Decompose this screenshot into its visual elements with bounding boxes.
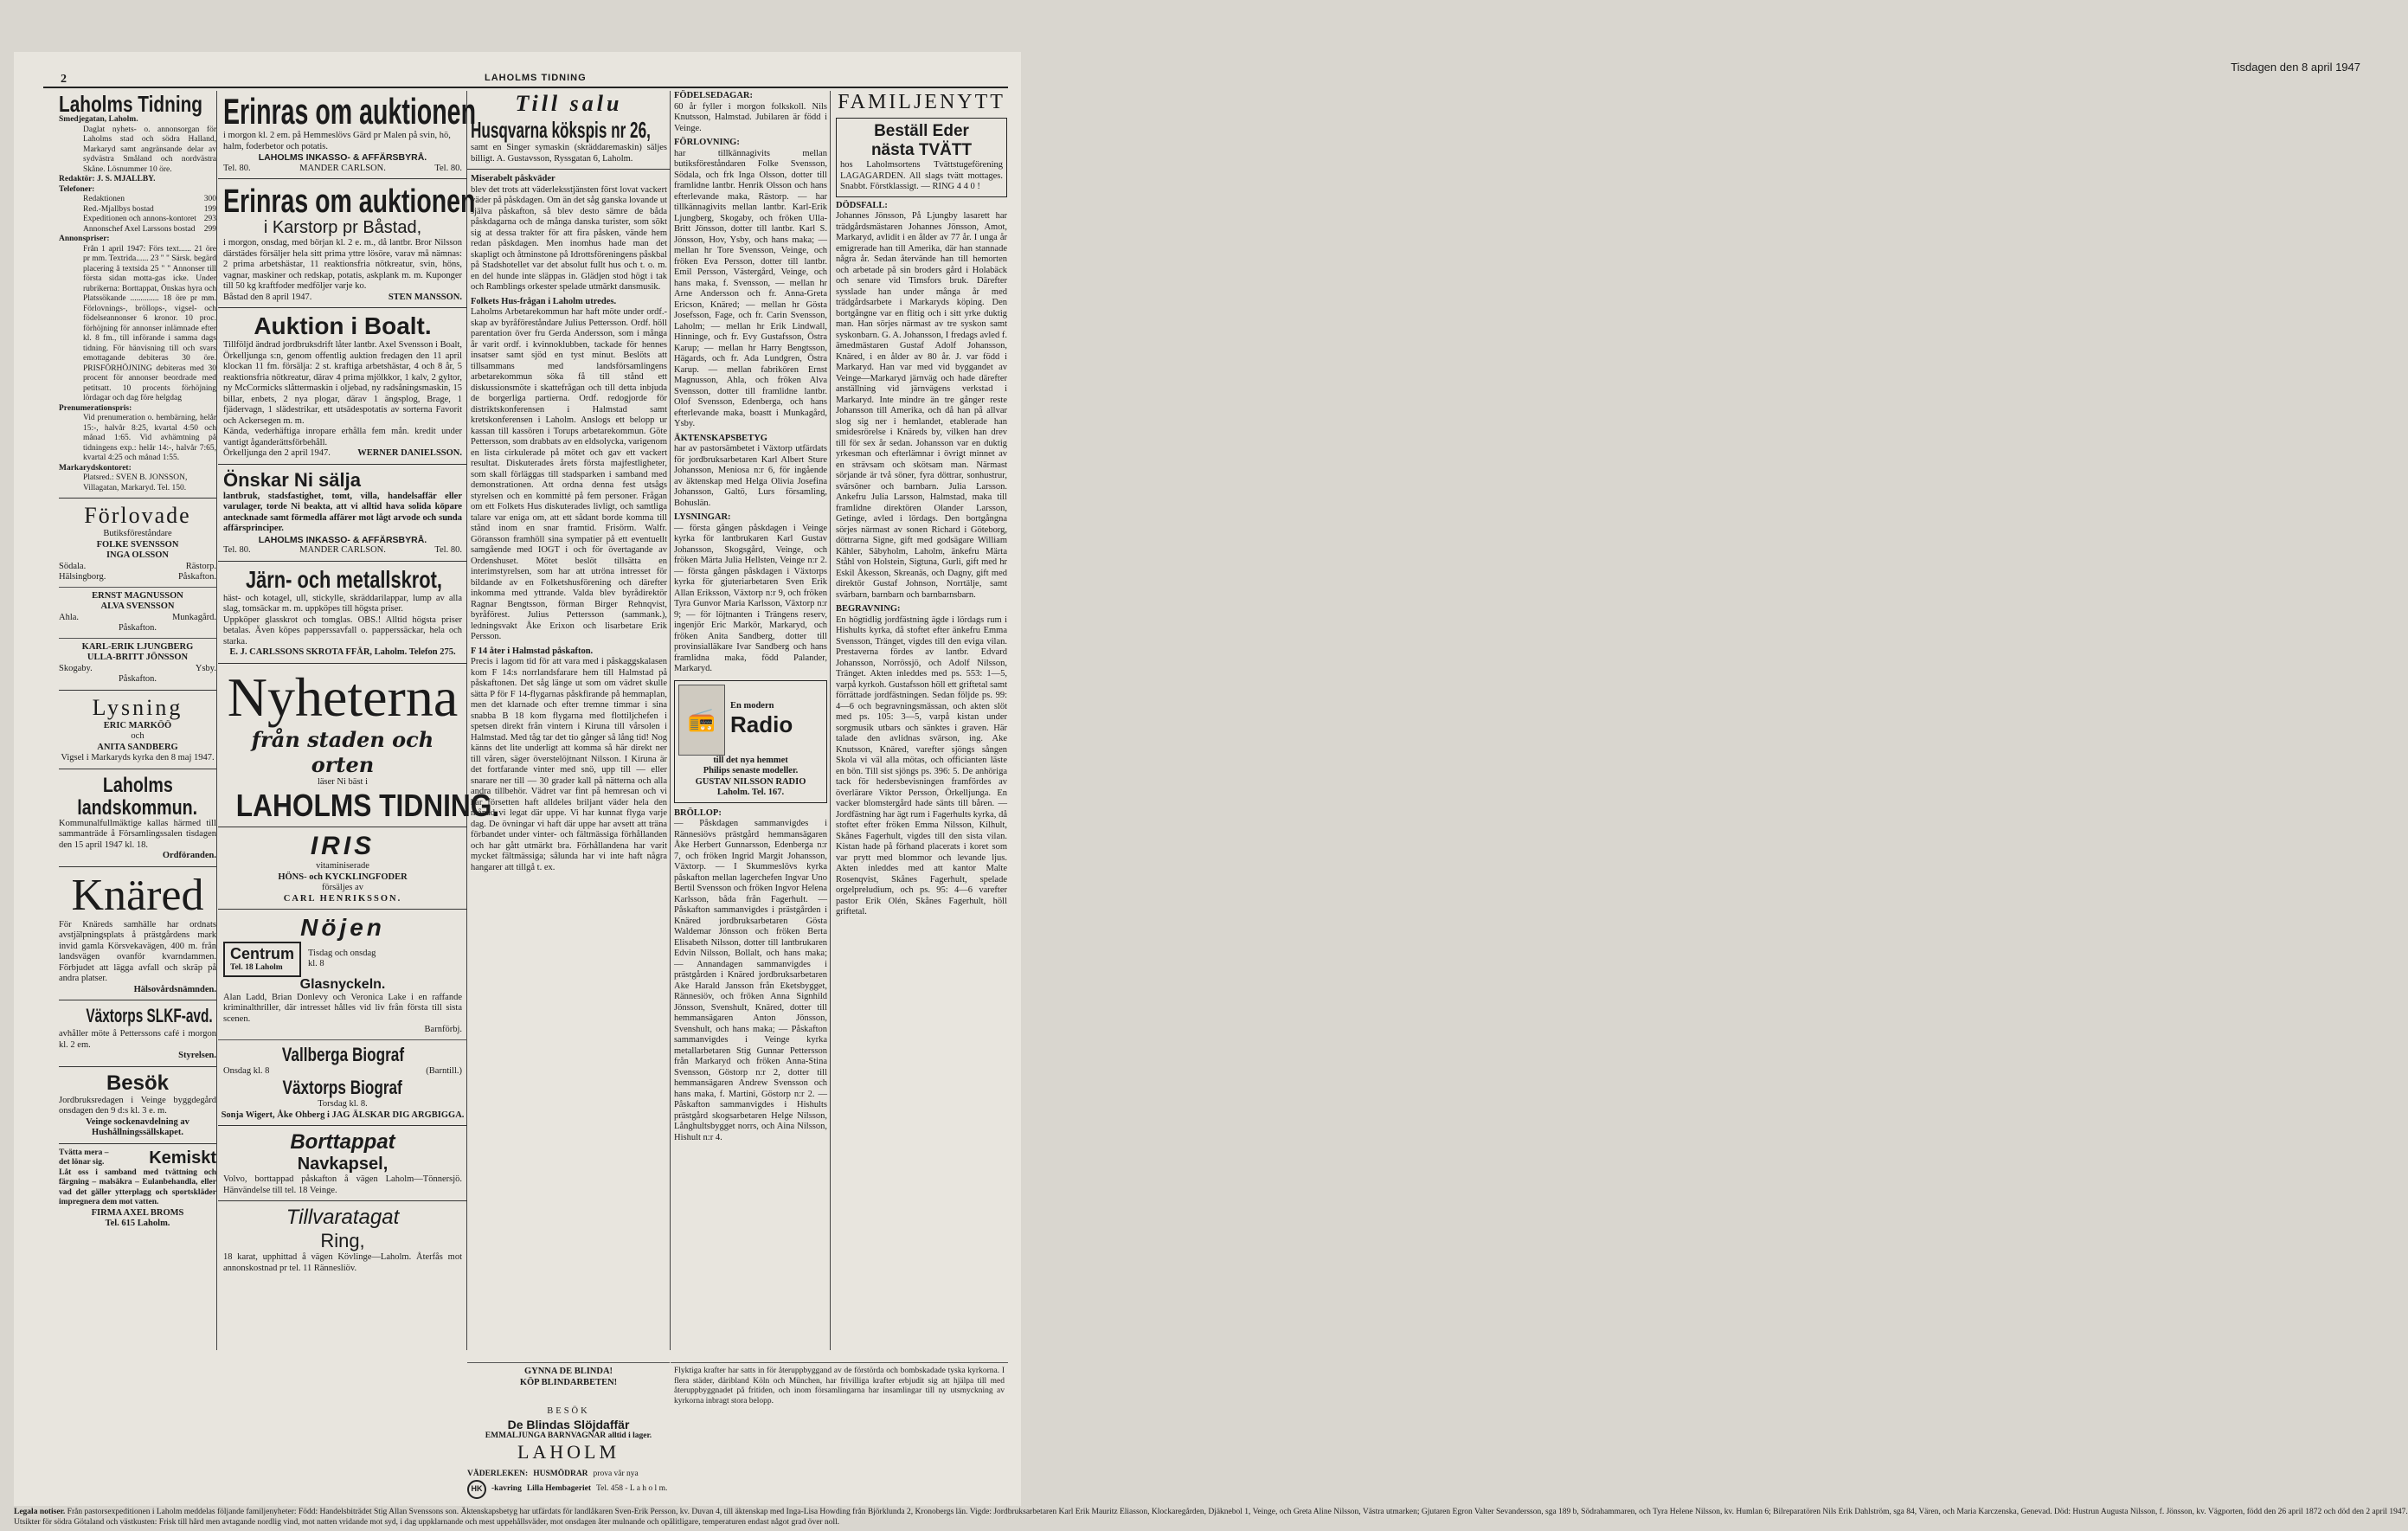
salja-text: lantbruk, stadsfastighet, tomt, villa, handelsaffär eller varulager, torde Ni beakta, att vi alltid hava solida köpare antecknade samt förmedla affärer mot lågt arvode och sunda affärsprinciper. — [223, 491, 462, 533]
iris-sub: vitaminiserade — [316, 861, 369, 871]
laholm-big: LAHOLM — [517, 1441, 620, 1463]
centrum-when: Tisdag och onsdag kl. 8 — [308, 948, 376, 969]
vaderleken-head: VÄDERLEKEN: — [467, 1470, 529, 1478]
vaxtorps-title: Växtorps SLKF-avd. — [86, 1005, 213, 1026]
bestall-head-2: nästa TVÄTT — [870, 141, 973, 159]
couple2-woman: ALVA SVENSSON — [100, 601, 175, 611]
begravning-head: BEGRAVNING: — [836, 604, 901, 614]
lysning-and: och — [131, 731, 144, 741]
bottom-notes — [14, 1508, 2408, 1528]
begravning-text: En högtidlig jordfästning ägde i lördags rum i Hishults kyrka, då stoftet efter änkefru Emma Svensson, Tränget, vigdes till den eviga vilan. Prestaverna fördes av lantbr. Edvard Johansson, Norrössjö, och Adolf Nilsson, Tränget. Akten inleddes med ps. 553: 1—5, varpå kyrkoh. Gustafsson höll ett griftetal samt förrättade jordfästningen. Sedan följde ps. 99: 4—6 och begravningsmässan, och akten slöt med ps. 105: 3—5, varpå kistan under sorgmusik utbars och sänktes i graven. Här talade den avlidnas svärson, ing. Ake Knutsson, Knäred, varefter sjöngs sången Skola vi väl alla mötas, och officianten läste en bön. Till sist sjöngs ps. 396: 5. De anhöriga tack för hedersbevisningen framfördes av överlärare Viktor Persson, Örkelljunga. En vacker blomstergård hade sänts till båren. — Jordfästning har ägt rum i Fagerhults kyrka, då stoftet efter fröken Emma Nilsson, Kilhult, Skånes Fagerhult, vigdes till den sista vilan. Kistan hade på förhand placerats i koret som var prytt med blommor och levande ljus. Akten inleddes med att kantor Malte Rosenqvist, Skånes Fagerhult, spelade orgelpreludium, och ps. 95: 4—6 varefter pastor Erik Olén, Skånes Fagerhult, höll griftetal. — [836, 614, 1007, 917]
kommun-sign: Ordföranden. — [162, 851, 216, 860]
nyheterna-read: läser Ni bäst i — [317, 776, 369, 787]
kommun-title-2: landskommun. — [77, 795, 198, 820]
knared-text: För Knäreds samhälle har ordnats avstjälpningsplats å prästgårdens mark invid gamla Körsvekavägen, 400 m. från landsvägen ovanför kvarndammen. Förbjudet att lägga avfall och skräp på andra platser. — [59, 919, 216, 983]
iris-text: HÖNS- och KYCKLINGFODER — [278, 872, 408, 882]
ring-text: 18 karat, upphittad å vägen Kövlinge—Laholm. Återfås mot annonskostnad pr tel. 11 Rännesliöv. — [223, 1252, 462, 1273]
folkets-head: Folkets Hus-frågan i Laholm utredes. — [471, 296, 617, 306]
radio-sub: till det nya hemmet — [713, 755, 788, 765]
couple3-places: Skogaby. Ysby. — [59, 663, 216, 673]
couple2-places: Ahla. Munkagård. — [59, 612, 216, 622]
lilla-tel: Tel. 458 - L a h o l m. — [595, 1483, 668, 1493]
radio-head: En modern — [730, 700, 774, 711]
boalt-text: Tillföljd ändrad jordbruksdrift låter lantbr. Axel Svensson i Boalt, Örkelljunga s:n, genom offentlig auktion fredagen den 11 april klockan 11 fm. försälja: 2 st. kraftiga arbetshästar, 4 och 8 år, 5 reaktionsfria nötkreatur, därav 4 prima mjölkkor, 1 kalv, 2 gyltor, ny McCormicks slåttermaskin i oljebad, ny radsåningsmaskin, 15 billar, enbets, 2 nya plogar, därav 1 ängsplog, Brage, 1 fjädervagn, 1 slädestrikar, ett utsädespotatis av sorterna Favorit och Ackersegen m. m. — [223, 340, 462, 426]
radio-title: Radio — [730, 711, 793, 738]
nyheterna-title: Nyheterna — [227, 666, 459, 728]
aktenskap-head: ÄKTENSKAPSBETYG — [674, 433, 767, 443]
legala-head: Legala notiser. — [14, 1508, 66, 1516]
lysning-title: Lysning — [92, 694, 183, 720]
column-1 — [59, 91, 216, 1354]
iris-text-2: försäljes av — [321, 883, 364, 892]
gynna-text: GYNNA DE BLINDA! — [523, 1367, 613, 1376]
husqvarna-title: Husqvarna kökspis nr 26, — [471, 117, 651, 143]
dodsfall-head: DÖDSFALL: — [836, 200, 888, 210]
prices-text: Från 1 april 1947: Förs text...... 21 öre pr mm. Textrida...... 23 " " Särsk. begärd placering å textsida 25 " " Annonser till första sidan motta-gas icke. Under rubrikerna: Borttappat, Önskas hyra och Platssökande .............. 18 öre pr mm. Förlovnings-, bröllops-, vigsel- och födelseannonser 6 kronor. 10 proc. förhöjning för annonser inlämnade efter kl. 8 fm., till införande i samma dags tidning. För hänvisning till och svars emottagande debiteras 30 öre. PRISFÖRHÖJNING debiteras med 30 procent för annonser beordrade med petitsatt. 10 procents förhöjning lördagar och dag före helgdag — [83, 244, 216, 402]
besok-text: Jordbruksredagen i Veinge byggdegård onsdagen den 9 d:s kl. 3 e. m. — [59, 1095, 216, 1116]
couple1-woman: INGA OLSSON — [106, 550, 170, 560]
brollop-text: — Påskdagen sammanvigdes i Rännesiövs prästgård hemmansägaren Åke Herbert Gunnarsson, Edenberga n:r 7, och fröken Ingrid Margit Johansson, Växtorp. — I Skummeslövs kyrka påskafton mellan lagerchefen Ingvar Uno Bertil Svensson och fröken Ingvor Helena Karlsson, båda från Fagerhult. — Påskafton sammanvigdes i prästgården i Knäred jordbruksarbetaren Gösta Waldemar Jönsson och fröken Berta Elisabeth Nilsson, dotter till lantbrukaren Edvin Nilsson, Bollalt, och hans maka; — Annandagen sammanvigdes i prästgården i Knäred jordbruksarbetaren Ake Harald Jansson från Eketsbygget, Rännesiöv, och fröken Anna Signhild Jönsson, Svenshult, Knäred, dotter till hemmansägaren Anton Jönsson, Svenshult, och hans maka; — Påskafton sammanvigdes i Veinge kyrka metallarbetaren Stig Gunnar Pettersson från Markaryd och fröken Anna-Stina Svensson, Göstorp n:r 2, dotter till hemmansägaren Andrew Svensson och hans maka, f. Martini, Göstorp n:r 2. — Påskafton sammanvigdes i Hishults prästgård skogsarbetaren Helge Nilsson, Långhultsbygget norrs, och Aina Nilsson, Hishult n:r 4. — [674, 819, 827, 1142]
salja-title: Önskar Ni sälja — [223, 468, 361, 491]
couple2-man: ERNST MAGNUSSON — [92, 590, 183, 601]
vallberga-title: Vallberga Biograf — [281, 1043, 404, 1065]
nyheterna-sub: från staden och orten — [251, 726, 434, 777]
fodelse-head: FÖDELSEDAGAR: — [674, 91, 754, 100]
couple3-man: KARL-ERIK LJUNGBERG — [81, 641, 194, 652]
column-2 — [218, 91, 500, 1354]
navkapsel-title: Navkapsel, — [297, 1155, 388, 1174]
phone-row: Red.-Mjallbys bostad 199 — [83, 204, 216, 214]
header-rule — [43, 87, 1008, 88]
folkets-text: Laholms Arbetarekommun har haft möte under ordf.-skap av byråföreståndare Julius Pettersson. Ordf. höll parentation över fru Gerda Andersson, som i många år varit ordf. i kvinnoklubben, tackade för hennes insatser samt sjöd en tyst minut. Beslöts att tillsammans med landsförsamlingens arbetarekommun söka få till stånd ett diskussionsmöte i skattefrågan och till detta inbjuda de borgerliga partierna. Ordf. redogjorde för distriktskonferensen i Halmstad samt kretskonferensen i Laholm. Anslogs ett belopp ur kassan till kassören i Torups arbetarekommun. Göte Pettersson, som drabbats av en eldsolycka, varigenom en lista cirkulerade på mötet och gav ett vackert resultat. Diskuterades årets första majfestligheter, som skall förläggas till stadsparken i samband med demonstrationen. Att ordna denna fest utsågs styrelsen och en kommitté på fem personer. Frågan om ett Folkets Hus diskuterades livligt, och samtliga talare var eniga om, att ett sådant borde komma till stånd inom en snar framtid. Frisörm. Walfr. Göransson framhöll sina sympatier på ett eventuellt samgående med IOGT i och för övertagande av Ordenshuset. Mötet beslöt tillsätta en interimstyrelsen, som har att utröna intresset för bildande av en Folketshusförening och därefter inkomma med yttrande. Valda blev byrådirektör Ragnar Bengtsson, förman Birger Rehnqvist, byråförest. Julius Pettersson (sammank.), ledningsvakt Åke Erixon och lisarbetare Erik Persson. — [471, 307, 667, 641]
column-5 — [831, 91, 1012, 1354]
vaxtorps-bio-when: Torsdag kl. 8. — [318, 1099, 368, 1109]
iris-title: IRIS — [310, 832, 376, 860]
couple3-woman: ULLA-BRITT JÖNSSON — [87, 653, 189, 662]
col3-ads — [467, 1406, 670, 1463]
markaryd-heading: Markarydskontoret: — [59, 463, 132, 473]
kop-text: KÖP BLINDARBETEN! — [519, 1377, 618, 1387]
vaxtorps-text: avhåller möte å Petterssons café i morgon kl. 2 em. — [59, 1029, 216, 1050]
forlovning-text: har tillkännagivits mellan butiksföreståndaren Folke Svensson, Södala, och frk Inga Olsson, dotter till framlidne lantbr. Henrik Olsson och hans efterlevande maka, Rästorp. — har tillkännagivits mellan lantbr. Karl-Erik Ljungberg, Skogaby, och fröken Ulla-Britt Jönsson, dotter till lantbr. Karl S. Jönsson, Hov, Ysby, och hans maka; — mellan hr Tore Svensson, Veinge, och fröken Eva Persson, dotter till lantbr. Emil Persson, Västergård, Veinge, och hans maka, f. Svensson, — mellan hr Arne Andersson och fr. Anna-Greta Ericson, Knäred; — mellan hr Gösta Josefsson, Fage, och fr. Carin Svensson, Laholm; — mellan hr Erik Lindwall, Hinninge, och fr. Evy Gustafsson, Östra Karup; — mellan hr Harry Bengtsson, Hägards, och fr. Ada Lundgren, Östra Karup. — mellan fabrikören Ernst Magnusson, Ahla, och fröken Alva Svensson, dotter till framlidne lantbr. Olof Svensson, Edenberga, och hans efterlevande maka, boastt i Munkagård, Ysby. — [674, 148, 827, 428]
vallberga-info: Onsdag kl. 8 (Barntill.) — [223, 1065, 462, 1076]
husmodrar-head: HUSMÖDRAR — [533, 1470, 588, 1478]
phone-row: Redaktionen 300 — [83, 195, 216, 203]
issue-date: Tisdagen den 8 april 1947 — [2231, 61, 2360, 74]
couple2-date: Påskafton. — [118, 623, 157, 633]
knared-title: Knäred — [71, 870, 204, 920]
jarn-firm: E. J. CARLSSONS SKROTA FFÄR, Laholm. Telefon 275. — [229, 647, 456, 657]
knared-sign: Hälsovårdsnämnden. — [133, 984, 216, 994]
fodelse-text: 60 år fyller i morgon folkskoll. Nils Knutsson, Halmstad. Jubilaren är född i Veinge. — [674, 101, 827, 133]
forlovning-head: FÖRLOVNING: — [674, 138, 740, 147]
running-masthead: LAHOLMS TIDNING — [485, 73, 587, 83]
salja-contact: Tel. 80. MANDER CARLSON. Tel. 80. — [223, 545, 462, 555]
jarn-text-2: Uppköper glasskrot och tomglas. OBS.! Alltid högsta priser betalas. Även köpes papperssavfall o. papperssäckar, hela och starka. — [223, 614, 462, 646]
column-3 — [467, 91, 671, 1354]
auction1-firm: LAHOLMS INKASSO- & AFFÄRSBYRÅ. — [258, 152, 427, 163]
brollop-head: BRÖLLOP: — [674, 807, 722, 818]
tillvaratagat-title: Tillvaratagat — [286, 1206, 400, 1229]
tvatta-tel: Tel. 615 Laholm. — [105, 1219, 170, 1228]
f14-text: Precis i lagom tid för att vara med i påskaggskalasen kom F 14:s norrlandsfarare hem till Halmstad på påskaftonen. Det såg länge ut som om vädret skulle sätta P för F 14-flygarnas påskfirande på hemmaplan, men det klarnade och efter tremne timmar i sina snabba B 18 kom flygarna med flottiljchefen i spetsen direkt från vintern i Kiruna till vårsolen i Halmstad. Med tåg tar det tio gånger så lång tid! Nog känns det lite underligt att komma så här direkt ner till våren, säger överstelöjtnant Nilsson. I Kiruna är det fortfarande vinter med snö, upp till — eller snarare ner till — 30 grader kall på nätterna och alla andra tillbehör. Vädret var fint på hemresan och vi har försetten haft alldeles briljant väder hela den månad vi legat där uppe. Vi har kunnat flyga varje dag. De övningar vi haft där uppe har avsett att träna förbandet under vinter- och fältmässiga förhållanden och har gått utmärkt bra. Förhållandena har varit mycket fältmässiga; sålunda har vi inte haft några hangarer att tillgå t. ex. — [471, 657, 667, 872]
bestall-text: hos Laholmsortens Tvättstugeförening LAGAGARDEN. All slags tvätt mottages. Snabbt. Förstklassigt. — RING 4 4 0 ! — [840, 160, 1003, 191]
subscription-text: Vid prenumeration o. hembärning, helår 15:-, halvår 8:25, kvartal 4:50 och månad 1:65. Vid avhämtning på tidningens exp.: helår 14:-, halvår 7:65, kvartal 4:25 och månad 1:55. — [83, 414, 216, 462]
couple3-date: Påskafton. — [118, 674, 157, 684]
auction2-title: Erinras om auktionen — [223, 183, 476, 220]
couple1-role: Butiksföreståndare — [103, 529, 172, 538]
subscription-heading: Prenumerationspris: — [59, 403, 132, 413]
gynna-block — [467, 1359, 670, 1388]
auction1-contact: Tel. 80. MANDER CARLSON. Tel. 80. — [223, 163, 462, 173]
ring-title: Ring, — [320, 1230, 365, 1251]
lysningar-text: — första gången påskdagen i Veinge kyrka för lantbrukaren Karl Gustav Johansson, Skogsgård, Veinge, och fröken Märta Julia Hellsten, Veinge n:r 2. — första gången påskdagen i Växtorps kyrka för gjuteriarbetaren Sven Erik Allan Eriksson, Växtorp n:r 9, och fröken Tyra Gunvor Maria Karlsson, Växtorp n:r 9; — för löjtnanten i Trängens reserv, ingenjör Eric Markör, Markaryd, och fröken Anita Sandberg, dotter till provinsialläkare Ivar Sandberg och hans framlidna maka, född Palander, Markaryd. — [674, 523, 827, 673]
boalt-text-2: Kända, vederhäftiga inropare erhålla fem mån. kredit under vantigt åganderättsförbehåll. — [223, 427, 462, 447]
bestall-head-1: Beställ Eder — [874, 122, 969, 140]
navkapsel-text: Volvo, borttappad påskafton å vägen Laholm—Tönnersjö. Hänvändelse till tel. 18 Veinge. — [223, 1174, 462, 1195]
auction2-signature-row: Båstad den 8 april 1947. STEN MANSSON. — [223, 292, 462, 302]
paper-address: Smedjegatan, Laholm. — [59, 115, 138, 124]
radio-brand: Philips senaste modeller. — [703, 766, 799, 775]
besok-sign: Veinge sockenavdelning av Hushållningssällskapet. — [86, 1116, 189, 1137]
tvatta-brand: Kemiskt — [149, 1148, 216, 1168]
radio-tel: Laholm. Tel. 167. — [716, 788, 785, 797]
emmaljunga-text: EMMALJUNGA BARNVAGNAR alltid i lager. — [485, 1431, 652, 1440]
boalt-signature-row: Örkelljunga den 2 april 1947. WERNER DANIELSSON. — [223, 448, 462, 458]
tvatt-ad — [836, 118, 1007, 197]
kommun-text: Kommunalfullmäktige kallas härmed till sammanträde å Församlingssalen tisdagen den 15 april 1947 kl. 18. — [59, 818, 216, 850]
glasnyckeln-text: Alan Ladd, Brian Donlevy och Veronica Lake i en raffande kriminalthriller, där intresset hålles vid liv från första till sista scenen. — [223, 992, 462, 1024]
nyheterna-paper: LAHOLMS TIDNING. — [235, 788, 500, 823]
lilla-text: Lilla Hembageriet — [526, 1483, 591, 1493]
auction1-text: i morgon kl. 2 em. på Hemmeslövs Gärd pr Malen på svin, hö, halm, foderbetor och potatis. — [223, 131, 451, 151]
couple1-places: Södala. Rästorp. — [59, 561, 216, 571]
vaxtorps-sign: Styrelsen. — [178, 1051, 216, 1060]
lysningar-head: LYSNINGAR: — [674, 512, 731, 522]
kommun-title-1: Laholms — [102, 773, 173, 797]
paskdagen-text: blev det trots att väderleksstjänsten först lovat vackert väder på påskdagen. Om än det såg ganska lovande ut själva påskafton, så blev desto sämre de båda påskdagarna och de många danska turister, som sökt sig at dessa trakter för att fira påsken, vände hem redan påskdagen. Men inomhus hade man det skapligt och åtminstone på Idrottsföreningens påskbal på Stadshotellet var det absolut fullt hus och t. o. m. en del hunde inte släppas in. Glädjen stod högt i tak och Ramblings orkester spelade utmärkt dansmusik. — [471, 184, 667, 292]
borttappat-title: Borttappat — [290, 1130, 395, 1154]
besok-blindas-head: BESÖK — [547, 1406, 590, 1416]
tvatta-head-2: det lönar sig. — [59, 1158, 105, 1167]
salja-firm: LAHOLMS INKASSO- & AFFÄRSBYRÅ. — [258, 534, 427, 545]
kavring-text: -kavring — [491, 1483, 522, 1493]
prices-heading: Annonspriser: — [59, 235, 110, 243]
glasnyckeln-age: Barnförbj. — [424, 1025, 462, 1034]
f14-head: F 14 åter i Halmstad påskafton. — [471, 646, 594, 656]
vaxtorps-bio-title: Växtorps Biograf — [282, 1077, 403, 1098]
boalt-title: Auktion i Boalt. — [254, 312, 432, 339]
radio-woman-image: 📻 — [678, 685, 725, 756]
phones-heading: Telefoner: — [59, 184, 95, 194]
auction2-place: i Karstorp pr Båstad, — [263, 218, 422, 237]
radio-firm: GUSTAV NILSSON RADIO — [695, 776, 806, 787]
lysning-woman: ANITA SANDBERG — [97, 742, 178, 752]
legala-text: Från pastorsexpeditionen i Laholm meddelas följande familjenyheter: Född: Handelsbiträdet Stig Allan Svenssons son. Äktenskapsbetyg har utfärdats för landlåkaren Sven-Erik Persson, kv. Duvan 4, till äktenskap med Inga-Lisa Howding från Björklunda 2, Kronobergs län. Vigde: Jordbruksarbetaren Karl Erik Mauritz Eliasson, Klockaregården, Djäknebol 1, Veinge, och Greta Aline Nilsson, Västra utmarken; Gjutaren Egron Valter Sevandersson, sga 189 b, Södrahammaren, och Tyra Helene Nilsson, kv. Humlan 6; Bilreparatören Nils Erik Dahlström, sga 84, Vären, och Maria Karczenska, Genevad. Död: Hustrun Augusta Nilsson, f. Jönsson, kv. Vägporten, född den 26 april 1872 och död den 2 april 1947. — [67, 1508, 2408, 1516]
forlovade-title: Förlovade — [84, 503, 191, 528]
paper-intro: Daglat nyhets- o. annonsorgan för Laholms stad och södra Halland, Markaryd samt angränsande delar av sydvästra Småland och nordvästra Skåne. Lösnummer 10 öre. — [83, 125, 216, 174]
nojen-title: Nöjen — [300, 914, 385, 941]
markaryd-text: Platsred.: SVEN B. JONSSON, Villagatan, Markaryd. Tel. 150. — [83, 473, 188, 492]
paskdagen-head: Miserabelt påskväder — [471, 174, 555, 183]
auction1-title: Erinras om auktionen — [223, 91, 477, 132]
tvatta-text: Låt oss i samband med tvättning och färgning – malsäkra – Eulanbehandla, eller vad det gäller ytterplagg och sportskläder impregnera dem mot vatten. — [59, 1168, 216, 1206]
glasnyckeln-title: Glasnyckeln. — [299, 976, 386, 992]
iris-firm: CARL HENRIKSSON. — [283, 893, 402, 904]
vaderleken-text: Utsikter för södra Götaland och västkusten: Frisk till hård men avtagande nordlig vind, mot natten vridande mot syd, i dag uppklarnande och mest uppehållsväder, mot onsdagen åter mulnande och opålitligare, temperaturen endast något grad över noll. — [14, 1517, 840, 1527]
aktenskap-text: har av pastorsämbetet i Växtorp utfärdats för jordbruksarbetaren Karl Albert Sture Johansson, Meniosa n:r 6, för ingående av äktenskap med Helga Olivia Josefina Johansson, Galtö, Lurs församling, Bohuslän. — [674, 444, 827, 508]
paper-title: Laholms Tidning — [59, 91, 203, 117]
flyktiga-text: Flyktiga krafter har satts in för återuppbyggand av de förstörda och bombskadade tyska kyrkorna. I flera städer, däribland Köln och München, har frivilliga krafter erbjudit sig att hjälpa till med återuppbyggnadet på fritiden, och inom församlingarna har insamlingar till ny utsmyckning av kyrkorna inbragt stora belopp. — [674, 1367, 1005, 1406]
auction2-text: i morgon, onsdag, med början kl. 2 e. m., då lantbr. Bror Nilsson därstädes försäljer hela sitt prima yttre lösöre, varav må nämnas: 2 prima arbetshästar, 11 reaktionsfria nötkreatur, svin, höns, vagnar, maskiner och redskap, potatis, askplank m. m. Kuponger till 50 kg kraftfoder medföljer varje ko. — [223, 238, 462, 291]
dodsfall-text: Johannes Jönsson, På Ljungby lasarett har trädgårdsmästaren Johannes Jönsson, Amot, Markaryd, avlidit i en ålder av 77 år. I unga år emigrerade han till Amerika, där han stannade några år. Sedan återvände han till hemorten och arbetade på sin broders gård i Holabäck och senare vid Timsfors bruk. Därefter sysslade han under många år med trädgårdsarbete i Markaryds köping. Den bortgångne var en flitig och i sitt yrke duktig man. Han sörjes närmast av tre syskon samt syskonbarn. G. A. Johansson, I fredags avled f. ämedmästaren Gustaf Adolf Johansson, Knäred, i en ålder av 80 år. J. var född i Markaryd. Han var med vid byggandet av Veinge—Markaryd järnväg och hade därefter anställning vid järnvägens verkstad i Markaryd. Inte mindre än tre gånger reste Johansson till Amerika, och då han på allvar slog sig ner i hemlandet, etablerade han smidesrörelse i Knäreds by, vilken han drev till för sex år sedan. Johansson var en duktig yrkesman och efterlämnar i övrigt minnet av en strävsam och skötsam man. Närmast sörjande är två söner, fyra döttrar, sonhustrur, svärsöner och barnbarn. Julia Larsson. Ankefru Julia Larsson, Halmstad, maka till framlidne direktören Olander Larsson, Getinge, avled i lördags. Den bortgångna sörjes närmast av sonen Richard i Göteborg, döttrarna Signe, gift med godsägare William Kähler, Säbyholm, Laholm, änkefru Märta Ståhl von Holstein, Sigtuna, Gurli, gift med hr Eskil Åkesson, Skreanäs, och Dagny, gift med direktör Gustaf Johnson, Norrtälje, samt svärbarn, barnbarn och barnbarnsbarn. — [836, 211, 1007, 600]
column-4 — [671, 91, 831, 1354]
besok-title: Besök — [106, 1071, 170, 1095]
couple1-man: FOLKE SVENSSON — [96, 539, 179, 550]
centrum-tel: Tel. 18 Laholm — [230, 963, 283, 972]
phones-list — [59, 195, 216, 235]
lysning-text: Vigsel i Markaryds kyrka den 8 maj 1947. — [61, 753, 215, 762]
tvatta-head-1: Tvätta mera – — [59, 1148, 109, 1157]
phone-row: Annonschef Axel Larssons bostad 299 — [83, 224, 216, 234]
husqvarna-text: samt en Singer symaskin (skräddaremaskin) säljes billigt. A. Gustavsson, Ryssgatan 6, Laholm. — [471, 143, 667, 164]
phone-row: Expeditionen och annons-kontoret 293 — [83, 215, 216, 223]
blindas-title: De Blindas Slöjdaffär — [507, 1417, 630, 1431]
vaxtorps-bio-text: Sonja Wigert, Åke Ohberg i JAG ÄLSKAR DIG ARGBIGGA. — [221, 1110, 465, 1120]
editor-line: Redaktör: J. S. MJALLBY. — [59, 175, 156, 183]
radio-ad — [674, 680, 827, 803]
lysning-man: ERIC MARKÖÖ — [103, 720, 172, 730]
col3-extra — [467, 1470, 670, 1504]
flyktiga-block — [671, 1359, 1008, 1406]
column-divider — [216, 91, 217, 1350]
jarn-text: häst- och kotagel, ull, stickylle, skräddarilappar, lump av alla slag, tomsäckar m. m. uppköpes till högsta priser. — [223, 593, 462, 614]
centrum-name: Centrum — [230, 945, 295, 962]
couple1-date-row: Hälsingborg. Påskafton. — [59, 572, 216, 582]
jarn-title: Järn- och metallskrot, — [246, 565, 442, 593]
page-number: 2 — [61, 73, 67, 86]
familjenytt-title: FAMILJENYTT — [838, 91, 1005, 113]
husmodrar-sub: prova vår nya — [593, 1470, 639, 1478]
hk-logo: HK — [467, 1480, 486, 1499]
tvatta-firm: FIRMA AXEL BROMS — [91, 1207, 184, 1218]
tillsalu-title: Till salu — [515, 91, 623, 116]
